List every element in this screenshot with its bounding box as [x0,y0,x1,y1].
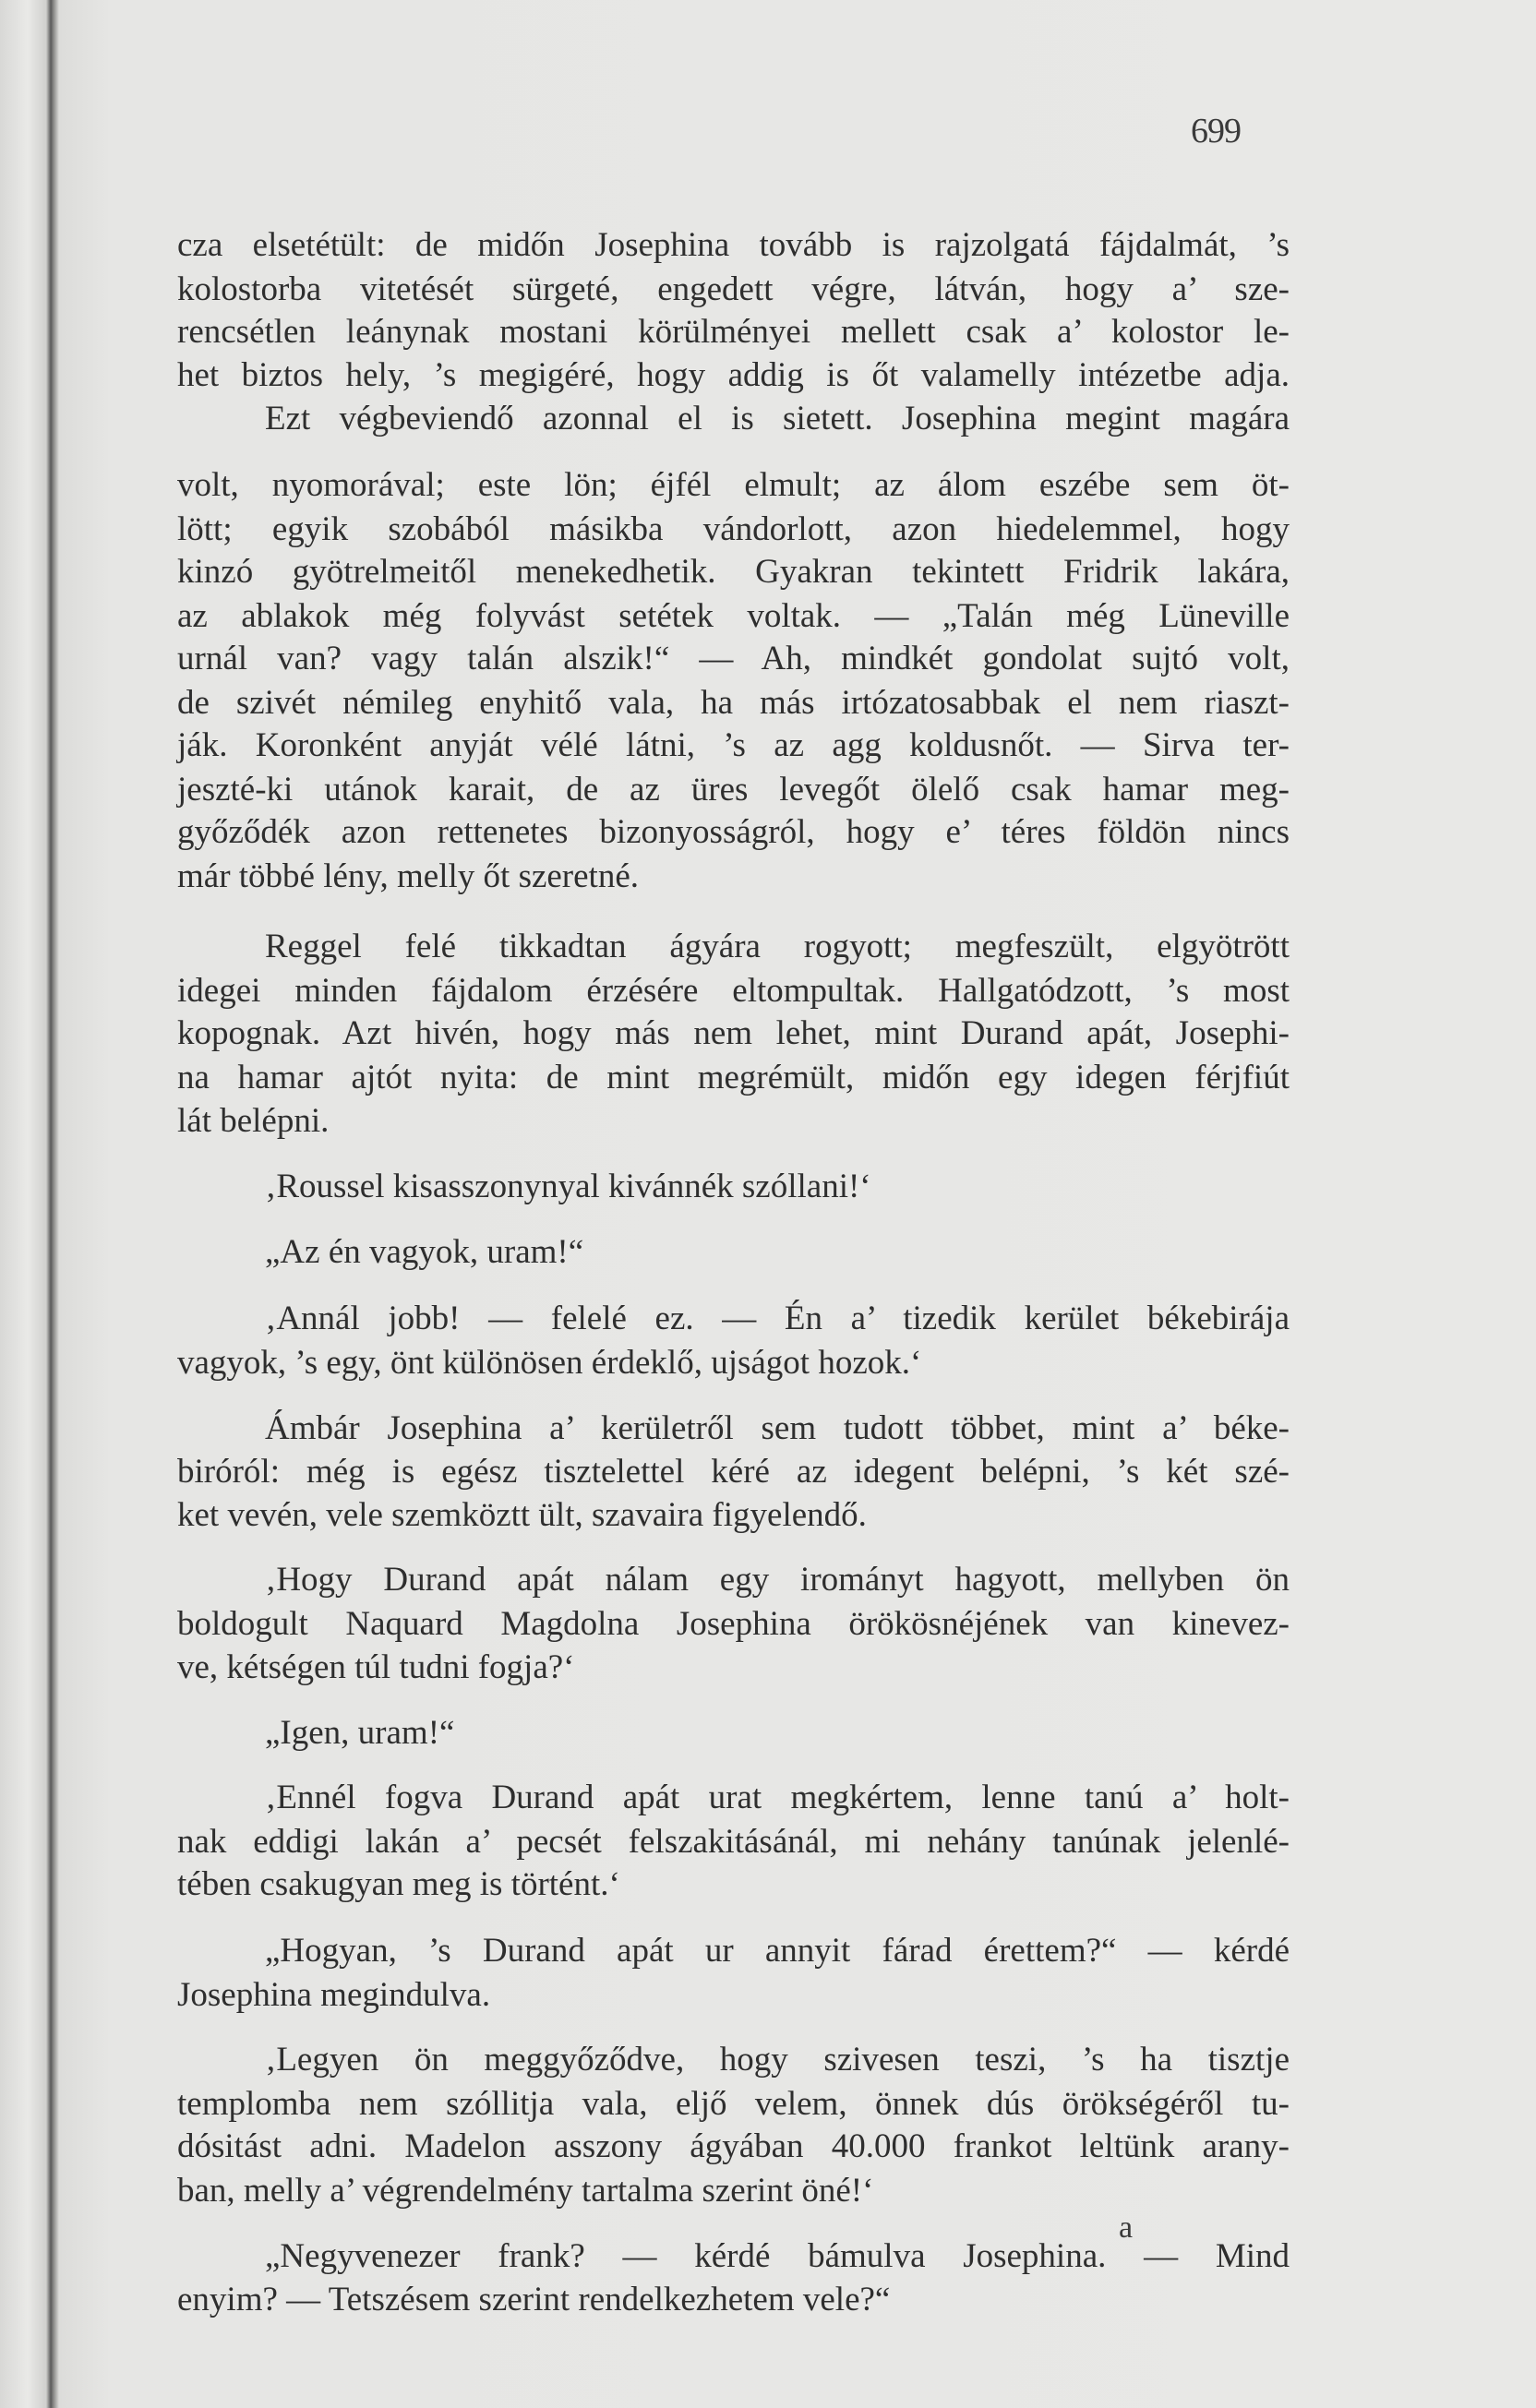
text-line: lát belépni. [177,1102,330,1140]
text-line: az ablakok még folyvást setétek voltak. — „Talán még Lüneville [177,597,1290,635]
text-line: nak eddigi lakán a’ pecsét felszakitásánál, mi nehány tanúnak jelenlé- [177,1823,1290,1861]
text-line: ‚Roussel kisasszonynyal kivánnék szóllani!‘ [265,1168,871,1205]
text-line: enyim? — Tetszésem szerint rendelkezhetem vele?“ [177,2281,891,2318]
text-line: „Hogyan, ’s Durand apát ur annyit fárad érettem?“ — kérdé [265,1932,1290,1970]
text-line: Josephina megindulva. [177,1976,491,2014]
text-line: ‚Annál jobb! — felelé ez. — Én a’ tizedik kerület békebirája [265,1300,1290,1337]
text-line: jeszté-ki utánok karait, de az üres levegőt ölelő csak hamar meg- [177,771,1290,809]
text-line: ják. Koronként anyját vélé látni, ’s az agg koldusnőt. — Sirva ter- [177,726,1290,764]
text-line: dósitást adni. Madelon asszony ágyában 40.000 frankot leltünk arany- [177,2127,1290,2165]
text-line: ‚Hogy Durand apát nálam egy irományt hagyott, mellyben ön [265,1561,1290,1599]
text-line: Reggel felé tikkadtan ágyára rogyott; megfeszült, elgyötrött [265,928,1290,965]
text-line: vagyok, ’s egy, önt különösen érdeklő, ujságot hozok.‘ [177,1344,922,1382]
text-line: cza elsetétült: de midőn Josephina tovább is rajzolgatá fájdalmát, ’s [177,226,1290,264]
text-line: de szivét némileg enyhitő vala, ha más irtózatosabbak el nem riaszt- [177,684,1290,722]
text-line: Ezt végbeviendő azonnal el is sietett. Josephina megint magára [265,400,1290,437]
text-line: ve, kétségen túl tudni fogja?‘ [177,1648,575,1686]
text-line: „Igen, uram!“ [265,1714,455,1752]
text-line: biróról: még is egész tisztelettel kéré az idegent belépni, ’s két szé- [177,1453,1290,1491]
text-line: volt, nyomorával; este lön; éjfél elmult; az álom eszébe sem öt- [177,466,1290,504]
text-line: győződék azon rettenetes bizonyosságról, hogy e’ téres földön nincs [177,813,1290,851]
text-line: rencsétlen leánynak mostani körülményei mellett csak a’ kolostor le- [177,313,1290,351]
text-line: ‚Ennél fogva Durand apát urat megkértem, lenne tanú a’ holt- [265,1779,1290,1816]
text-line: boldogult Naquard Magdolna Josephina örökösnéjének van kinevez- [177,1605,1290,1643]
text-line: kopognak. Azt hivén, hogy más nem lehet, mint Durand apát, Josephi- [177,1014,1290,1052]
text-line: ban, melly a’ végrendelmény tartalma szerint öné!‘ [177,2172,874,2210]
text-line: Ámbár Josephina a’ kerületről sem tudott többet, mint a’ béke- [265,1409,1290,1447]
text-line: lött; egyik szobából másikba vándorlott, azon hiedelemmel, hogy [177,510,1290,548]
text-line: tében csakugyan meg is történt.‘ [177,1865,620,1903]
page-number: 699 [1191,112,1241,150]
text-line: „Negyvenezer frank? — kérdé bámulva Josephina. — Mind [265,2237,1290,2275]
text-line: na hamar ajtót nyita: de mint megrémült, midőn egy idegen férjfiút [177,1059,1290,1096]
text-line: idegei minden fájdalom érzésére eltompultak. Hallgatódzott, ’s most [177,972,1290,1010]
text-line: már többé lény, melly őt szeretné. [177,857,640,895]
text-line: kinzó gyötrelmeitől menekedhetik. Gyakran tekintett Fridrik lakára, [177,553,1290,591]
text-line: het biztos hely, ’s megigéré, hogy addig is őt valamelly intézetbe adja. [177,356,1290,394]
text-line: „Az én vagyok, uram!“ [265,1233,584,1271]
text-line: kolostorba vitetését sürgeté, engedett végre, látván, hogy a’ sze- [177,270,1290,308]
text-line: ‚Legyen ön meggyőződve, hogy szivesen teszi, ’s ha tisztje [265,2041,1290,2079]
text-line: templomba nem szóllitja vala, eljő velem, önnek dús örökségéről tu- [177,2085,1290,2123]
catchword: a [1119,2210,1134,2245]
text-line: ket vevén, vele szemköztt ült, szavaira figyelendő. [177,1496,867,1534]
text-line: urnál van? vagy talán alszik!“ — Ah, mindkét gondolat sujtó volt, [177,640,1290,677]
